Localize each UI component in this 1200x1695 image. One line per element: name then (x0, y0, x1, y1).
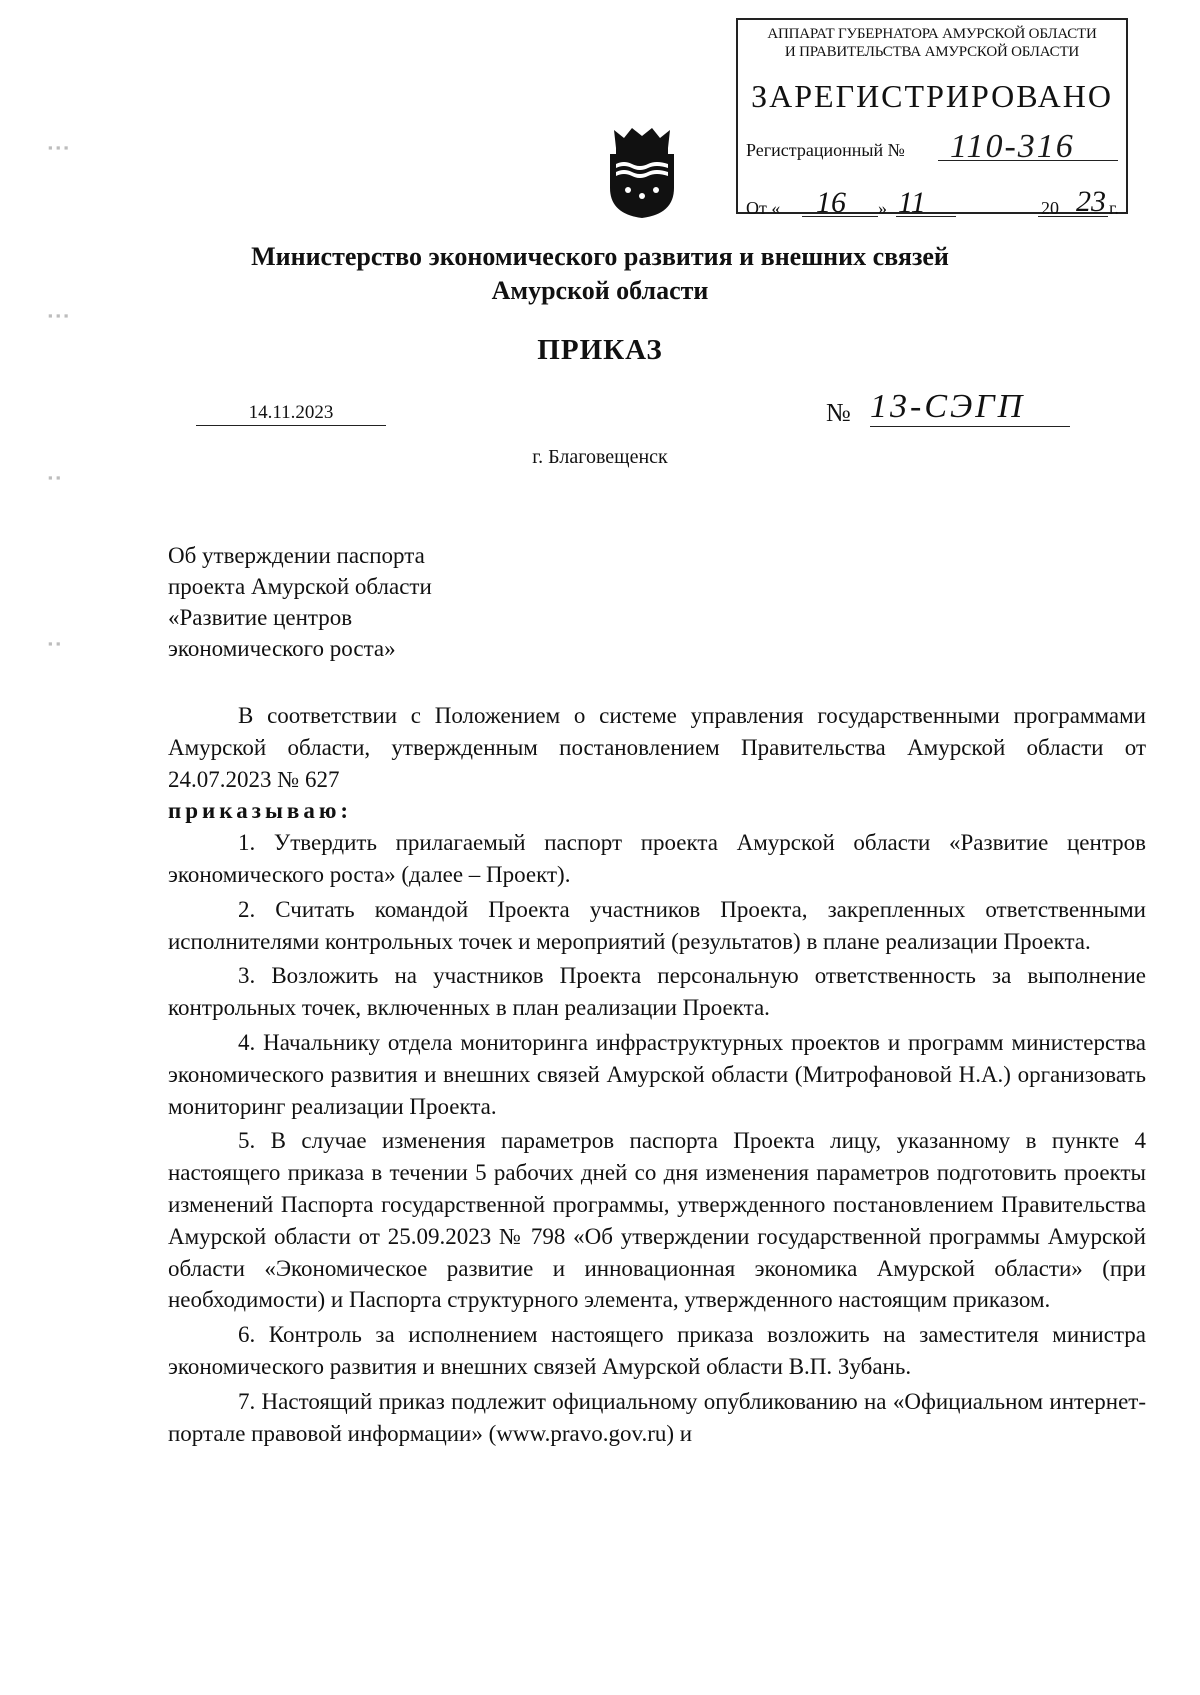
doc-type-title: ПРИКАЗ (537, 334, 663, 366)
ministry-line1: Министерство экономического развития и внешних связей (251, 242, 949, 271)
subject-line: Об утверждении паспорта (168, 543, 425, 568)
order-subject (168, 540, 432, 664)
registration-stamp (736, 18, 1128, 219)
scan-artifact: ▪ ▪ (48, 636, 61, 651)
stamp-org-line2: И ПРАВИТЕЛЬСТВА АМУРСКОЙ ОБЛАСТИ (784, 44, 1080, 60)
ministry-line2: Амурской области (491, 276, 709, 305)
order-item: 2. Считать командой Проекта участников Проекта, закрепленных ответственными исполнителями контрольных точек и мероприятий (результатов) в плане реализации Проекта. (168, 896, 1146, 954)
city-line: г. Благовещенск (532, 446, 668, 468)
order-date: 14.11.2023 (196, 402, 386, 426)
scan-artifact: ▪ ▪ ▪ (48, 308, 69, 323)
subject-line: проекта Амурской области (168, 574, 432, 599)
order-item: 6. Контроль за исполнением настоящего приказа возложить на заместителя министра экономического развития и внешних связей Амурской области В.П. Зубань. (168, 1322, 1146, 1379)
stamp-reg-number: 110-316 (950, 128, 1075, 165)
scan-artifact: ▪ ▪ (48, 470, 61, 485)
scan-artifact: ▪ ▪ ▪ (48, 140, 69, 155)
stamp-year-underline (1038, 216, 1108, 217)
order-number: 13-СЭГП (870, 388, 1070, 427)
preamble: В соответствии с Положением о системе управления государственными программами Амурской области, утвержденным постановлением Правительства Амурской области от 24.07.2023 № 627 (168, 703, 1146, 792)
order-number-label: № (826, 398, 851, 427)
stamp-reg-label: Регистрационный № (746, 140, 905, 160)
order-item: 7. Настоящий приказ подлежит официальному опубликованию на «Официальном интернет-портале правовой информации» (www.pravo.gov.ru) и (168, 1388, 1146, 1446)
stamp-date-quote: » (878, 198, 887, 218)
ministry-name (0, 240, 1200, 308)
order-item: 4. Начальнику отдела мониторинга инфраструктурных проектов и программ министерства экономического развития и внешних связей Амурской области (Митрофановой Н.А.) организовать мониторинг реализации Проекта. (168, 1029, 1146, 1119)
stamp-registered-label: ЗАРЕГИСТРИРОВАНО (751, 78, 1113, 114)
subject-line: экономического роста» (168, 636, 396, 661)
stamp-date-prefix: От « (746, 198, 781, 218)
order-item: 3. Возложить на участников Проекта персональную ответственность за выполнение контрольных точек, включенных в план реализации Проекта. (168, 963, 1146, 1021)
stamp-date-month: 11 (898, 186, 926, 219)
stamp-year-suffix: г. (1109, 198, 1119, 218)
stamp-year-prefix: 20 (1041, 198, 1059, 218)
orders-word: приказываю: (168, 798, 353, 824)
order-body (168, 700, 1146, 1449)
order-item: 5. В случае изменения параметров паспорта Проекта лицу, указанному в пункте 4 настоящего приказа в течении 5 рабочих дней со дня изменения параметров подготовить проекты изменений Паспорта государственной программы, утвержденного постановлением Правительства Амурской области от 25.09.2023 № 798 «Об утверждении государственной программы Амурской области «Экономическое развитие и инновационная экономика Амурской области» (при необходимости) и Паспорта структурного элемента, утвержденного настоящим приказом. (168, 1128, 1146, 1313)
amur-oblast-coat-of-arms-icon (604, 124, 680, 220)
order-item: 1. Утвердить прилагаемый паспорт проекта Амурской области «Развитие центров экономического роста» (далее – Проект). (168, 830, 1146, 887)
subject-line: «Развитие центров (168, 605, 353, 630)
stamp-org-line1: АППАРАТ ГУБЕРНАТОРА АМУРСКОЙ ОБЛАСТИ (767, 26, 1097, 42)
stamp-date-year: 23 (1076, 185, 1106, 218)
stamp-date-day: 16 (816, 186, 846, 219)
